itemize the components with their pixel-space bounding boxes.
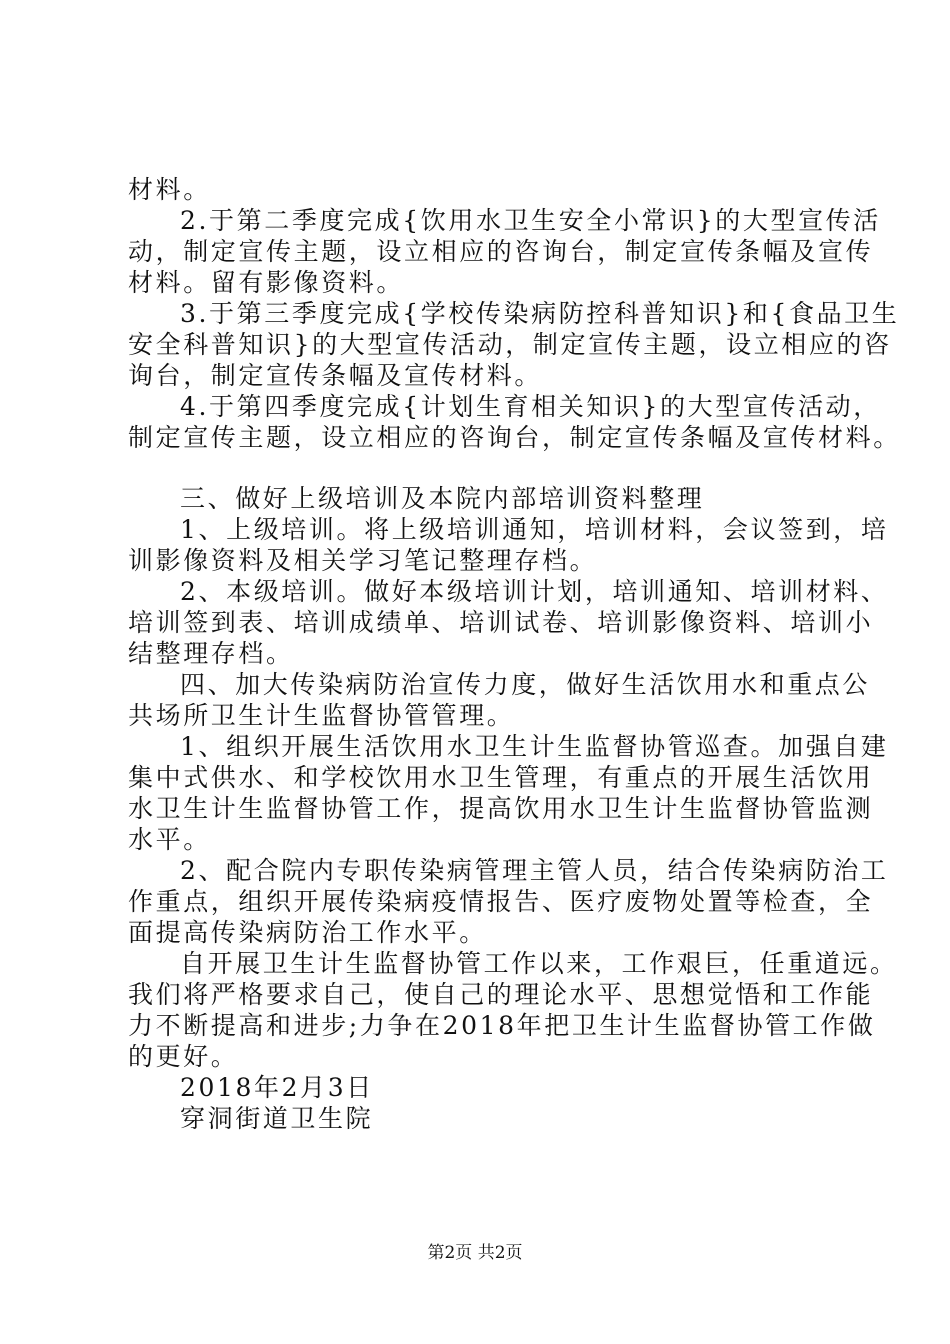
signature-date: 2018年2月3日 xyxy=(180,1073,374,1102)
text-line: 自开展卫生计生监督协管工作以来，工作艰巨，任重道远。 xyxy=(180,949,898,978)
text-line: 结整理存档。 xyxy=(128,639,294,668)
text-line: 材料。 xyxy=(128,175,211,204)
section-heading: 三、做好上级培训及本院内部培训资料整理 xyxy=(180,484,705,513)
text-line: 1、上级培训。将上级培训通知，培训材料，会议签到，培 xyxy=(180,515,889,544)
text-line: 制定宣传主题，设立相应的咨询台，制定宣传条幅及宣传材料。 xyxy=(128,423,901,452)
section-heading: 四、加大传染病防治宣传力度，做好生活饮用水和重点公 xyxy=(180,670,871,699)
text-line: 4.于第四季度完成{计划生育相关知识}的大型宣传活动， xyxy=(180,392,881,421)
text-line: 水卫生计生监督协管工作，提高饮用水卫生计生监督协管监测 xyxy=(128,794,874,823)
text-line: 的更好。 xyxy=(128,1042,239,1071)
text-line: 2、配合院内专职传染病管理主管人员，结合传染病防治工 xyxy=(180,856,889,885)
text-line: 询台，制定宣传条幅及宣传材料。 xyxy=(128,361,543,390)
text-line: 水平。 xyxy=(128,825,211,854)
text-line: 3.于第三季度完成{学校传染病防控科普知识}和{食品卫生 xyxy=(180,299,900,328)
text-line: 材料。留有影像资料。 xyxy=(128,268,405,297)
signature-org: 穿洞街道卫生院 xyxy=(180,1104,374,1133)
text-line: 培训签到表、培训成绩单、培训试卷、培训影像资料、培训小 xyxy=(128,608,874,637)
page-number: 第2页 共2页 xyxy=(427,1243,523,1263)
text-line: 我们将严格要求自己，使自己的理论水平、思想觉悟和工作能 xyxy=(128,980,874,1009)
text-line: 安全科普知识}的大型宣传活动，制定宣传主题，设立相应的咨 xyxy=(128,330,892,359)
text-line: 力不断提高和进步;力争在2018年把卫生计生监督协管工作做 xyxy=(128,1011,876,1040)
text-line: 作重点，组织开展传染病疫情报告、医疗废物处置等检查，全 xyxy=(128,887,874,916)
text-line: 集中式供水、和学校饮用水卫生管理，有重点的开展生活饮用 xyxy=(128,763,874,792)
text-line: 2.于第二季度完成{饮用水卫生安全小常识}的大型宣传活 xyxy=(180,206,881,235)
text-line: 2、本级培训。做好本级培训计划，培训通知、培训材料、 xyxy=(180,577,889,606)
text-line: 动，制定宣传主题，设立相应的咨询台，制定宣传条幅及宣传 xyxy=(128,237,874,266)
text-line: 面提高传染病防治工作水平。 xyxy=(128,918,487,947)
text-line: 1、组织开展生活饮用水卫生计生监督协管巡查。加强自建 xyxy=(180,732,889,761)
text-line: 共场所卫生计生监督协管管理。 xyxy=(128,701,515,730)
text-line: 训影像资料及相关学习笔记整理存档。 xyxy=(128,546,598,575)
